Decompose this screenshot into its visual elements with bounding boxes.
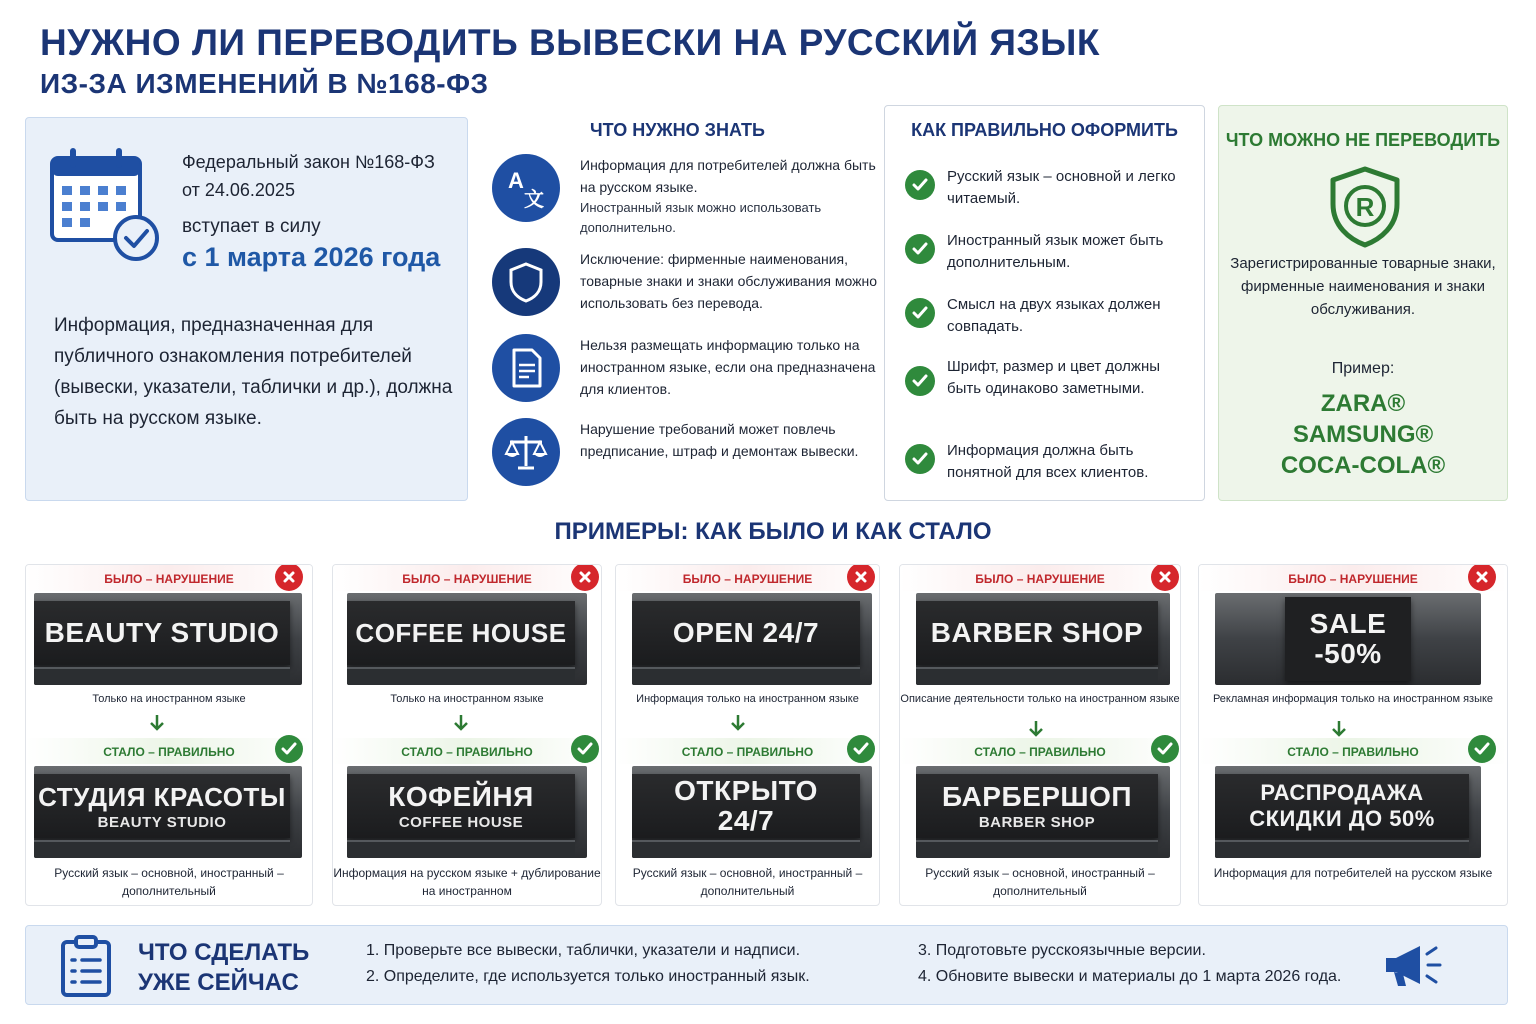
- sign-text: BEAUTY STUDIO: [44, 617, 280, 648]
- sign-after: [1215, 766, 1481, 858]
- sign-after: [347, 766, 587, 858]
- sign-before: [632, 593, 872, 685]
- example-card: [1198, 564, 1508, 906]
- after-caption: Русский язык – основной, иностранный – дополнительный: [925, 866, 1155, 898]
- sign-text: SALE -50%: [1309, 608, 1387, 669]
- example-card: [615, 564, 880, 906]
- know-item-text: Исключение: фирменные наименования, товарные знаки и знаки обслуживания можно использовать без перевода.: [580, 251, 878, 311]
- check-icon: [847, 735, 875, 763]
- svg-text:R: R: [1355, 192, 1375, 222]
- law-effective-label: вступает в силу: [182, 216, 321, 237]
- law-date: от 24.06.2025: [182, 180, 295, 200]
- arrow-down-icon: [728, 713, 748, 733]
- sign-subtext: BEAUTY STUDIO: [97, 813, 227, 831]
- how-item-text: Информация должна быть понятной для всех клиентов.: [947, 442, 1149, 481]
- before-caption: Рекламная информация только на иностранном языке: [1212, 693, 1494, 705]
- how-item-text: Иностранный язык может быть дополнительным.: [947, 232, 1164, 271]
- arrow-down-icon: [1026, 719, 1046, 739]
- before-caption: Только на иностранном языке: [390, 693, 544, 705]
- action-footer: [25, 925, 1508, 1005]
- sign-subtext: COFFEE HOUSE: [398, 813, 524, 831]
- check-icon: [905, 366, 935, 396]
- law-panel: [25, 117, 468, 501]
- before-label: БЫЛО – НАРУШЕНИЕ: [975, 572, 1105, 586]
- before-label: БЫЛО – НАРУШЕНИЕ: [402, 572, 532, 586]
- sign-text: COFFEE HOUSE: [355, 618, 567, 648]
- registered-shield-icon: [1327, 166, 1403, 248]
- sign-after: [632, 766, 872, 858]
- sign-before: [1215, 593, 1481, 685]
- brand-item: ZARA®: [1320, 390, 1406, 417]
- before-label: БЫЛО – НАРУШЕНИЕ: [104, 572, 234, 586]
- check-icon: [905, 170, 935, 200]
- arrow-down-icon: [147, 713, 167, 733]
- arrow-down-icon: [451, 713, 471, 733]
- after-caption: Русский язык – основной, иностранный – дополнительный: [54, 866, 284, 898]
- know-item-sub: Иностранный язык можно использовать дополнительно.: [580, 200, 822, 235]
- law-description: Информация, предназначенная для публичного ознакомления потребителей (вывески, указатели, таблички и др.), должна быть на русском языке.: [54, 315, 453, 429]
- before-label: БЫЛО – НАРУШЕНИЕ: [1288, 572, 1418, 586]
- sign-before: [347, 593, 587, 685]
- know-item-text: Нарушение требований может повлечь предписание, штраф и демонтаж вывески.: [580, 421, 859, 459]
- calendar-icon: [48, 144, 162, 264]
- footer-heading: [138, 938, 309, 998]
- sign-text: СТУДИЯ КРАСОТЫ: [38, 781, 286, 812]
- how-item-text: Смысл на двух языках должен совпадать.: [947, 296, 1161, 335]
- before-caption: Только на иностранном языке: [92, 693, 246, 705]
- know-item-text: Информация для потребителей должна быть на русском языке.: [580, 157, 876, 195]
- example-card: [332, 564, 602, 906]
- checklist-icon: [60, 934, 112, 998]
- footer-heading-line: ЧТО СДЕЛАТЬ: [138, 939, 310, 966]
- example-card: [899, 564, 1181, 906]
- svg-text:文: 文: [524, 187, 544, 210]
- after-label: СТАЛО – ПРАВИЛЬНО: [401, 745, 533, 759]
- arrow-down-icon: [1329, 719, 1349, 739]
- sign-text: КОФЕЙНЯ: [388, 780, 534, 812]
- after-caption: Информация для потребителей на русском языке: [1213, 866, 1493, 880]
- how-item-text: Шрифт, размер и цвет должны быть одинаково заметными.: [947, 358, 1161, 397]
- megaphone-icon: [1382, 940, 1448, 992]
- document-icon: [492, 334, 560, 402]
- translate-icon: [492, 154, 560, 222]
- sign-text: БАРБЕРШОП: [942, 780, 1132, 812]
- brand-item: SAMSUNG®: [1292, 421, 1434, 448]
- after-label: СТАЛО – ПРАВИЛЬНО: [103, 745, 235, 759]
- cross-icon: [1151, 564, 1179, 591]
- page-title: НУЖНО ЛИ ПЕРЕВОДИТЬ ВЫВЕСКИ НА РУССКИЙ ЯЗЫК: [40, 22, 1100, 63]
- after-label: СТАЛО – ПРАВИЛЬНО: [1287, 745, 1419, 759]
- footer-step: 1. Проверьте все вывески, таблички, указатели и надписи.: [366, 942, 801, 959]
- before-caption: Описание деятельности только на иностранном языке: [900, 693, 1180, 705]
- shield-icon: [492, 248, 560, 316]
- law-effective-date: с 1 марта 2026 года: [182, 242, 441, 272]
- check-icon: [905, 298, 935, 328]
- page-subtitle: ИЗ-ЗА ИЗМЕНЕНИЙ В №168-ФЗ: [40, 68, 489, 99]
- examples-heading: ПРИМЕРЫ: КАК БЫЛО И КАК СТАЛО: [554, 518, 992, 545]
- skip-panel: [1218, 105, 1508, 501]
- sign-before: [916, 593, 1170, 685]
- sign-before: [34, 593, 302, 685]
- brand-list: [1219, 388, 1507, 481]
- footer-heading-line: УЖЕ СЕЙЧАС: [138, 969, 299, 996]
- after-label: СТАЛО – ПРАВИЛЬНО: [681, 745, 814, 759]
- sign-text: ОТКРЫТО 24/7: [674, 775, 818, 836]
- footer-step: 2. Определите, где используется только иностранный язык.: [366, 968, 810, 985]
- scales-icon: [492, 418, 560, 486]
- check-icon: [905, 444, 935, 474]
- after-caption: Русский язык – основной, иностранный – дополнительный: [632, 866, 863, 898]
- know-heading: ЧТО НУЖНО ЗНАТЬ: [590, 120, 765, 140]
- check-icon: [905, 234, 935, 264]
- before-label: БЫЛО – НАРУШЕНИЕ: [682, 572, 813, 586]
- cross-icon: [1468, 564, 1496, 591]
- after-label: СТАЛО – ПРАВИЛЬНО: [974, 745, 1106, 759]
- cross-icon: [275, 564, 303, 591]
- how-heading: КАК ПРАВИЛЬНО ОФОРМИТЬ: [911, 120, 1178, 140]
- know-item-text: Нельзя размещать информацию только на иностранном языке, если она предназначена для клиентов.: [580, 337, 876, 397]
- skip-example-label: Пример:: [1331, 360, 1395, 377]
- sign-after: [34, 766, 302, 858]
- footer-step: 3. Подготовьте русскоязычные версии.: [918, 942, 1206, 959]
- cross-icon: [571, 564, 599, 591]
- law-name: Федеральный закон №168-ФЗ: [182, 152, 435, 172]
- cross-icon: [847, 564, 875, 591]
- sign-text: BARBER SHOP: [930, 617, 1144, 648]
- skip-description: Зарегистрированные товарные знаки, фирменные наименования и знаки обслуживания.: [1230, 255, 1496, 318]
- after-caption: Информация на русском языке + дублирование на иностранном: [333, 866, 601, 898]
- example-card: [25, 564, 313, 906]
- footer-step: 4. Обновите вывески и материалы до 1 марта 2026 года.: [918, 968, 1342, 985]
- check-icon: [1151, 735, 1179, 763]
- sign-text: OPEN 24/7: [672, 617, 820, 648]
- check-icon: [571, 735, 599, 763]
- sign-after: [916, 766, 1170, 858]
- sign-text: РАСПРОДАЖА СКИДКИ ДО 50%: [1249, 780, 1435, 831]
- brand-item: COCA-COLA®: [1280, 452, 1446, 479]
- how-panel: [884, 105, 1205, 501]
- sign-subtext: BARBER SHOP: [978, 813, 1096, 831]
- skip-heading: ЧТО МОЖНО НЕ ПЕРЕВОДИТЬ: [1225, 130, 1501, 150]
- how-item-text: Русский язык – основной и легко читаемый.: [947, 168, 1176, 207]
- before-caption: Информация только на иностранном языке: [636, 693, 859, 705]
- svg-text:A: A: [508, 168, 524, 193]
- check-icon: [1468, 735, 1496, 763]
- check-icon: [275, 735, 303, 763]
